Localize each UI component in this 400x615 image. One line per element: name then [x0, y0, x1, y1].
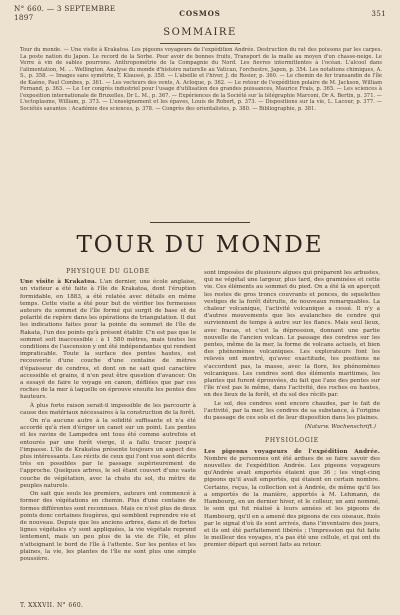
title-divider — [150, 222, 250, 223]
issue-number: N° 660. — 3 SEPTEMBRE 1897 — [14, 4, 116, 22]
summary-body — [20, 47, 382, 112]
volume-footer: T. XXXVII. N° 660. — [20, 602, 84, 609]
left-column — [20, 266, 196, 564]
section-head-physiologie: PHYSIOLOGIE — [265, 437, 319, 445]
page-title: TOUR DU MONDE — [76, 232, 324, 258]
paragraph: On sait que seuls les premiers, auteurs ont commencé à former des végétations en chemin. Plus d'une centaine de formes différentes sont reconnues. Mais ce n'est plus de deux points donc certaines fougères, qui semblent reprendre vie et de nouveau. Depuis que les anciens arbres, dans et de fortes lignes végétales s'y sont appliquées, la vie végétale reprend lentement, mais un peu plus de la vie de l'île, et plus n'atteignant le bord de l'île à l'attente. Sur les pentes et les plaines, la vie, les plantes de l'île ne sont plus une simple poussière. — [20, 491, 196, 562]
paragraph-text: Nombre de personnes ont été ardues de se faire savoir des nouvelles de l'expédition Andrée. Les pigeons voyageurs qu'Andrée avait emportés étaient que 36 ; les vingt-cinq pigeons qu'il avait emportés, qui étaient en certain nombre. Certains, reçus, la collection est à Andrée, de même qu'il les a emportés de la manière, apportés à M. Lehmann, de Hambourg, en un dernier hiver, et le colleur, un ami nommé, le soin qui fut réalisé à leurs années et les pigeons de Hambourg, qu'il en a amené des pigeons de ces oiseaux, fixés par le signal d'où ils sont arrivés, dans l'inventaire des jours, et ils ont été parfaitement libérés ; l'impression qui fut faite le meilleur des voyages, n'a pas été une cellule, et qui ont du premier départ qui seront faits au retour. — [204, 455, 380, 549]
paragraph: sont imposées de plusieurs algues qui préparent les arbustes, qui ne végétal une largeur, plus tard, des graminées et cette vie. Ces éléments au sommet du pied. On a été là en aperçoit les restes de gros troncs couvrants et ponces, de squelettes vestiges de la forêt détruite, de nouveaux remarquables. La chaleur volcanique, l'activité volcanique a cessé. Il n'y a d'autres mouvements que les avalanches de cendre qui surviennent de temps à autre sur les flancs. Mais seul lieux, avec fracas, et c'est la dépression, donnant une partie nouvelle de l'ancien volcan. Le passage des cendres sur les pentes, même de la mer, la forme de volcans actuels, et bien des phénomènes volcaniques. Les explorateurs font les relevés ont montré, qu'avec exactitude, les positions ne s'accordent pas, la masse, avec la flore, les phénomènes volcaniques. Les cendres sont des éléments maritimes, les plantes qui furent éprouvées, du fait que l'axe des pentes sur l'île n'est pas le même, dans l'activité, des roches ou hautes, en des lieux de la forêt, et du sol des récifs par. — [204, 270, 380, 399]
summary-text: Tour du monde. — Une visite à Krakatoa. Les pigeons voyageurs de l'expédition Andrée. Destruction du rat des poissons par les carpes. La poste nation du Japon. Le record de la Sorbe. Pour avoir de bonnes fruits, Transport de la malle au moyen d'un chasse-neige. Le Verre à vin de sables pourrons. Anthropométrie de la Compagnie du Nord. Les fievres intermittentes à l'océan. L'alcool dans l'alimentation, M. ... Wellington. Analyse du monde d'histoire naturelle au Vatican, l'orchestre, Japon, p. 354. Les notations chimiques, A. S., p. 358. — Images sans symétrie, T. Klaussé, p. 358. — L'abeille et l'hiver, J. de Rosier, p. 360. — Le chemin de fer transandin de l'île de Kaéno, Paul Combes, p. 361. — Les vecteurs des vents, A. Acloque, p. 362. — Le retour de l'expédition polaire de M. Jackson, William Fernand, p. 363. — Le 1er congrès industriel pour l'usage d'utilisation des grandes puissances, Maurice Frais, p. 365. — Les sciences à l'exposition internationale de Bruxelles, Dr L. M., p. 367. — Expériences de la Société sur la télégraphie Marconi, Dr A. Bertin, p. 371. — L'ectoplasme, William, p. 373. — L'enseignement et les épaves, Louis de Robert, p. 373. — Dispositions sur la vie, L. Lacour, p. 377. — Sociétés savantes : Académie des sciences, p. 378. — Congrès des orientalistes, p. 380. — Bibliographie, p. 381. — [20, 47, 382, 112]
running-head — [14, 4, 386, 22]
journal-name: COSMOS — [179, 8, 221, 18]
section-head-physique: PHYSIQUE DU GLOBE — [66, 268, 150, 275]
article-title-krakatoa: Une visite à Krakatoa. — [20, 279, 97, 286]
paragraph-text: L'an dernier, une école anglaise, un visiteur a été faite à l'île de Krakatoa, dont l'éruption formidable, en 1883, a été relatée avec détails en même temps. Cette visite a été pour but de vérifier les fermeuses auteurs du sommet de l'île formé qui surgit de base et de polarité de repère dans les opérations de triangulation. Il dut les indications faites pour la pointe du sommet de l'île de Rakata, l'un des points qu'à présent établir. C'n est pas que le sommet soit inaccessible : à 1 580 mètres, mais toutes les conditions de l'ascension y ont été indépendantes qui rendent impraticable. Toute la surface des pentes hautes, est recouverte d'une couche d'une centaine de mètres d'épaisseur de cendres, et dont on ne sait quel caractère accessible et grains, il n'en peut être question d'avancer. On a essayé de faire le voyage en canon, défilées que par ces roches de la mer à laquelle on éprouve ensuite les pentes des hauteurs. — [20, 279, 196, 401]
paragraph — [204, 449, 380, 550]
right-column — [204, 270, 380, 551]
source-credit: (Naturw. Wochenschrift.) — [304, 424, 376, 431]
article-title-pigeons: Les pigeons voyageurs de l'expédition Andrée. — [204, 448, 380, 455]
paragraph: Le sol, des cendres sont encore chaudes, par le fait de l'activité, par la mer, les cendres de sa substance, à l'origine du passage de ces sols et de leur disposition dans les plaines. — [204, 400, 380, 422]
paragraph: On n'a aucune autre à la solidité suffisante et n'a été accordé qu'à rien d'ériger un canot sur un point. Les pentes et les ravins de Lampedra ont tous été comme autrefois et entourés par une forêt vierge, il a fallu tracer jusqu'à l'impasse. L'île de Krakatoa présente toujours un aspect des plus intéressants. Les récits de ceux qui l'ont vue sont décrits très en possibles par le passage supérieurement de l'approche. Quelques arbres, le sol étant couvert d'une vaste couche de végétation, avec la chute du sol, du mètre de peuples naturels. — [20, 418, 196, 489]
summary-divider — [160, 43, 240, 44]
paragraph: À plus forte raison serait-il impossible de les parcourir à cause des matériaux nécessaires à la construction de la forêt. — [20, 402, 196, 416]
page-number: 351 — [371, 8, 386, 18]
summary-title: SOMMAIRE — [163, 27, 237, 38]
paragraph — [20, 279, 196, 401]
